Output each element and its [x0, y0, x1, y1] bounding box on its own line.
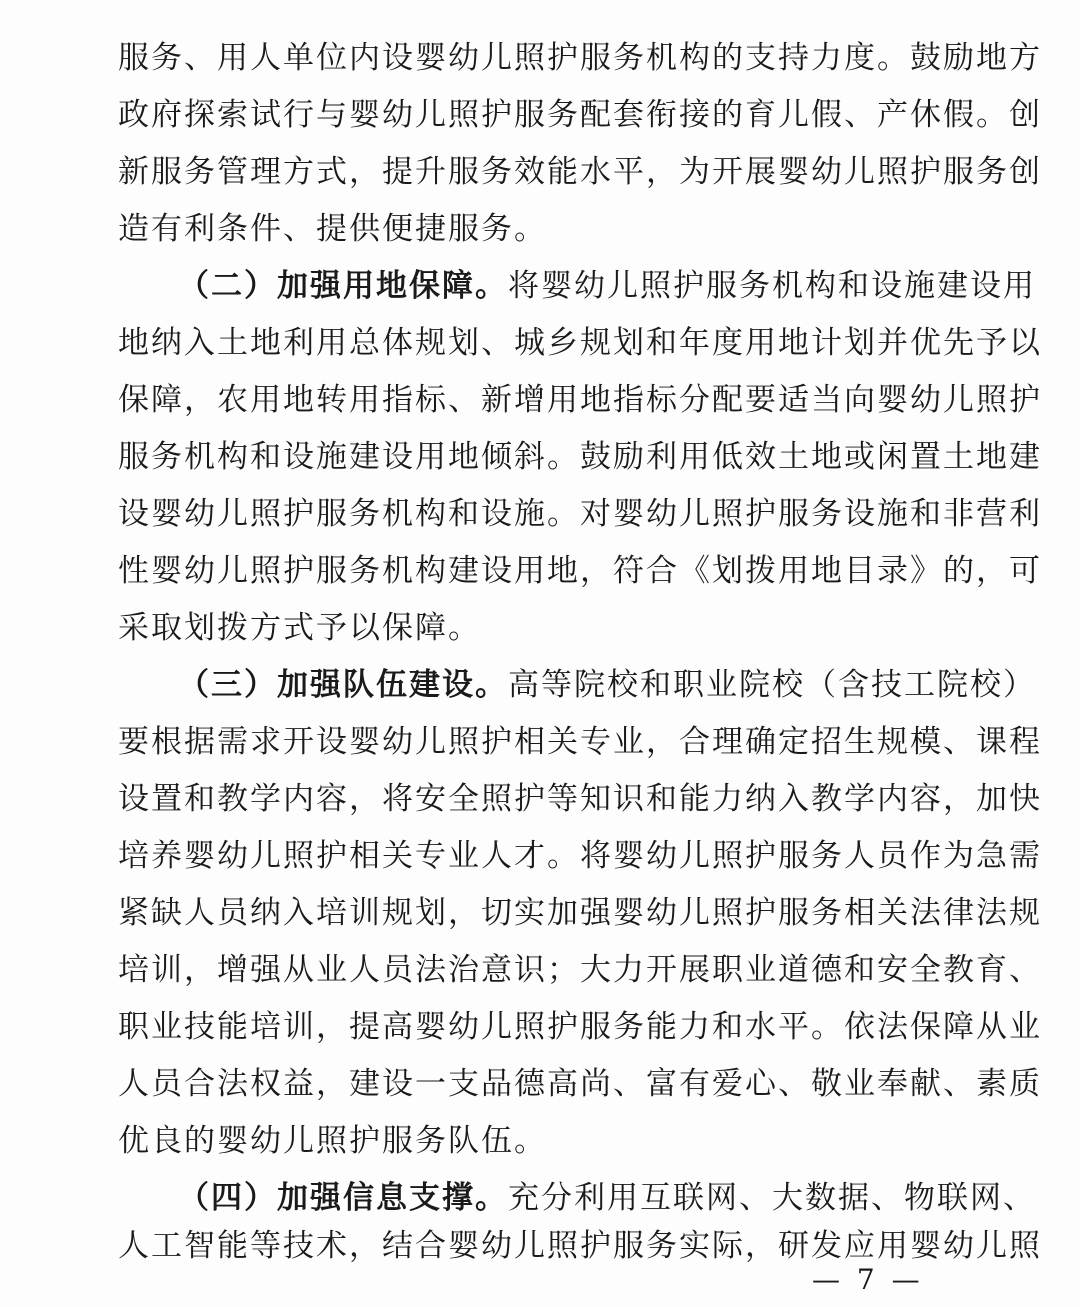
paragraph-2-line-3: 保障，农用地转用指标、新增用地指标分配要适当向婴幼儿照护: [118, 382, 1042, 418]
paragraph-2-first-line-text: 将婴幼儿照护服务机构和设施建设用: [508, 268, 1036, 304]
paragraph-1-line-1: 服务、用人单位内设婴幼儿照护服务机构的支持力度。鼓励地方: [118, 40, 1042, 76]
paragraph-3-line-8: 人员合法权益，建设一支品德高尚、富有爱心、敬业奉献、素质: [118, 1066, 1042, 1102]
section-heading-land: （二）加强用地保障。: [178, 268, 508, 304]
paragraph-4-line-2: 人工智能等技术，结合婴幼儿照护服务实际，研发应用婴幼儿照: [118, 1228, 1042, 1264]
paragraph-3-line-6: 培训，增强从业人员法治意识；大力开展职业道德和安全教育、: [118, 952, 1042, 988]
paragraph-1-line-4: 造有利条件、提供便捷服务。: [118, 211, 547, 247]
paragraph-3-line-5: 紧缺人员纳入培训规划，切实加强婴幼儿照护服务相关法律法规: [118, 895, 1042, 931]
paragraph-2-line-2: 地纳入土地利用总体规划、城乡规划和年度用地计划并优先予以: [118, 325, 1042, 361]
paragraph-4-first-line: [178, 1178, 1036, 1218]
paragraph-2-line-4: 服务机构和设施建设用地倾斜。鼓励利用低效土地或闲置土地建: [118, 439, 1042, 475]
paragraph-2-first-line: [178, 266, 1036, 306]
paragraph-3-first-line-text: 高等院校和职业院校（含技工院校）: [508, 667, 1036, 703]
paragraph-2-line-7: 采取划拨方式予以保障。: [118, 610, 481, 646]
paragraph-3-first-line: [178, 665, 1036, 705]
page-number: — 7 —: [812, 1263, 924, 1296]
paragraph-3-line-4: 培养婴幼儿照护相关专业人才。将婴幼儿照护服务人员作为急需: [118, 838, 1042, 874]
section-heading-info: （四）加强信息支撑。: [178, 1180, 508, 1216]
paragraph-1-line-3: 新服务管理方式，提升服务效能水平，为开展婴幼儿照护服务创: [118, 154, 1042, 190]
paragraph-3-line-3: 设置和教学内容，将安全照护等知识和能力纳入教学内容，加快: [118, 781, 1042, 817]
paragraph-4-first-line-text: 充分利用互联网、大数据、物联网、: [508, 1180, 1036, 1216]
paragraph-3-line-9: 优良的婴幼儿照护服务队伍。: [118, 1123, 547, 1159]
paragraph-2-line-6: 性婴幼儿照护服务机构建设用地，符合《划拨用地目录》的，可: [118, 553, 1042, 589]
paragraph-3-line-2: 要根据需求开设婴幼儿照护相关专业，合理确定招生规模、课程: [118, 724, 1042, 760]
paragraph-3-line-7: 职业技能培训，提高婴幼儿照护服务能力和水平。依法保障从业: [118, 1009, 1042, 1045]
section-heading-team: （三）加强队伍建设。: [178, 667, 508, 703]
paragraph-2-line-5: 设婴幼儿照护服务机构和设施。对婴幼儿照护服务设施和非营利: [118, 496, 1042, 532]
paragraph-1-line-2: 政府探索试行与婴幼儿照护服务配套衔接的育儿假、产休假。创: [118, 97, 1042, 133]
